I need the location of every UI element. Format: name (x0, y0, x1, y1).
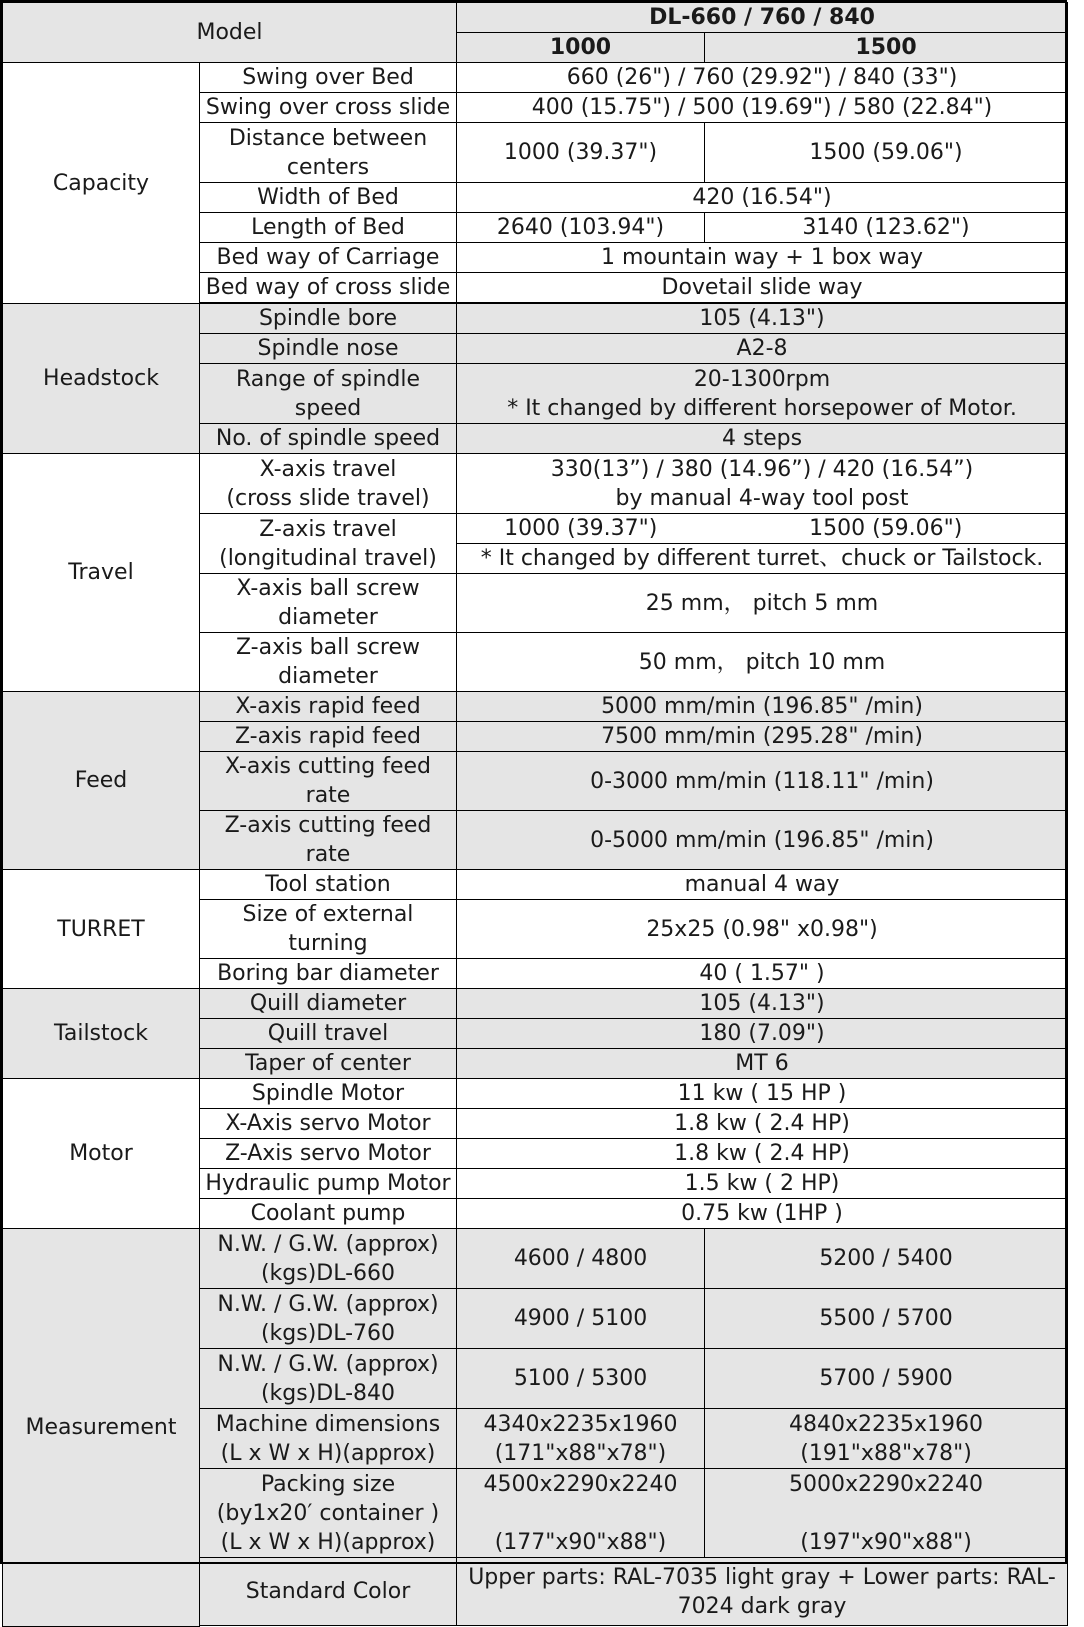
label-line: Machine dimensions (215, 1411, 441, 1437)
spec-value: 1.8 kw ( 2.4 HP) (457, 1109, 1068, 1139)
category-travel: Travel (3, 454, 200, 692)
spec-value (457, 364, 1068, 424)
label-line: Z-axis travel (259, 516, 397, 542)
label-line: centers (286, 154, 370, 180)
spec-label (200, 1349, 457, 1409)
label-line: (kgs)DL-660 (260, 1260, 396, 1286)
spec-value-1500: 5700 / 5900 (705, 1349, 1068, 1409)
spec-value: 0-5000 mm/min (196.85" /min) (457, 811, 1068, 870)
category-capacity: Capacity (3, 63, 200, 304)
spec-label: Swing over Bed (200, 63, 457, 93)
spec-value-1000 (457, 1409, 705, 1469)
spec-value-1000: 4600 / 4800 (457, 1229, 705, 1289)
label-line: speed (294, 395, 362, 421)
spec-value: 1 mountain way + 1 box way (457, 243, 1068, 273)
spec-label: Z-axis rapid feed (200, 722, 457, 752)
spec-value: Dovetail slide way (457, 273, 1068, 303)
label-line: (L x W x H)(approx) (220, 1529, 436, 1555)
spec-label: Tool station (200, 870, 457, 900)
model-label: Model (3, 3, 457, 63)
spec-label: Z-Axis servo Motor (200, 1139, 457, 1169)
spec-value: 7500 mm/min (295.28" /min) (457, 722, 1068, 752)
category-motor: Motor (3, 1079, 200, 1229)
value-line: by manual 4-way tool post (615, 485, 909, 511)
spec-label: X-axis rapid feed (200, 692, 457, 722)
spec-value: 105 (4.13") (457, 989, 1068, 1019)
category-headstock: Headstock (3, 304, 200, 454)
spec-value (457, 1558, 1068, 1626)
value-line: (177"x90"x88") (494, 1529, 667, 1555)
spec-value: 40 ( 1.57" ) (457, 959, 1068, 989)
spec-value-1500: 1500 (59.06") (705, 514, 1068, 544)
category-measurement: Measurement (3, 1229, 200, 1627)
label-line: N.W. / G.W. (approx) (217, 1291, 439, 1317)
spec-value: 660 (26") / 760 (29.92") / 840 (33") (457, 63, 1068, 93)
spec-value: 180 (7.09") (457, 1019, 1068, 1049)
value-line: * It changed by different horsepower of Motor. (507, 395, 1017, 421)
spec-value: 25 mm， pitch 5 mm (457, 574, 1068, 633)
spec-label (200, 1469, 457, 1558)
value-line: (171"x88"x78") (494, 1440, 667, 1466)
spec-value-1500 (705, 1469, 1068, 1558)
label-line: X-axis travel (259, 456, 397, 482)
spec-label: Hydraulic pump Motor (200, 1169, 457, 1199)
category-tailstock: Tailstock (3, 989, 200, 1079)
value-line: Upper parts: RAL-7035 light gray + Lower parts: RAL- (468, 1564, 1056, 1590)
value-line: 5000x2290x2240 (789, 1471, 984, 1497)
value-line: (191"x88"x78") (800, 1440, 972, 1466)
spec-value: 5000 mm/min (196.85" /min) (457, 692, 1068, 722)
label-line: Packing size (260, 1471, 396, 1497)
spec-value: 105 (4.13") (457, 304, 1068, 334)
value-line: (197"x90"x88") (800, 1529, 972, 1555)
spec-label (200, 1409, 457, 1469)
label-line: diameter (278, 664, 378, 689)
spec-label: Quill travel (200, 1019, 457, 1049)
spec-label: Spindle nose (200, 334, 457, 364)
spec-value: 1.8 kw ( 2.4 HP) (457, 1139, 1068, 1169)
spec-value: A2-8 (457, 334, 1068, 364)
spec-value-1000: 5100 / 5300 (457, 1349, 705, 1409)
spec-value-1000: 2640 (103.94") (457, 213, 705, 243)
model-name: DL-660 / 760 / 840 (457, 3, 1068, 33)
spec-label: Bed way of Carriage (200, 243, 457, 273)
spec-value: 0-3000 mm/min (118.11" /min) (457, 752, 1068, 811)
spec-label: Quill diameter (200, 989, 457, 1019)
spec-value-1500: 5200 / 5400 (705, 1229, 1068, 1289)
label-line: (kgs)DL-840 (260, 1380, 396, 1406)
label-line: (cross slide travel) (226, 485, 430, 511)
label-line: (by1x20′ container ) (216, 1500, 440, 1526)
spec-label (200, 633, 457, 692)
spec-value-1500 (705, 1409, 1068, 1469)
value-line: 7024 dark gray (677, 1593, 847, 1619)
spec-label: Standard Color (200, 1558, 457, 1626)
length-1500-header: 1500 (705, 33, 1068, 63)
spec-value (457, 454, 1068, 514)
category-feed: Feed (3, 692, 200, 870)
spec-value-1000 (457, 1469, 705, 1558)
spec-value: 11 kw ( 15 HP ) (457, 1079, 1068, 1109)
label-line: X-axis ball screw (236, 576, 420, 601)
spec-label: Coolant pump (200, 1199, 457, 1229)
spec-label (200, 123, 457, 183)
spec-value-1500: 1500 (59.06") (705, 123, 1068, 183)
spec-note: * It changed by different turret、chuck or Tailstock. (457, 544, 1068, 574)
spec-value: 0.75 kw (1HP ) (457, 1199, 1068, 1229)
spec-value: 50 mm， pitch 10 mm (457, 633, 1068, 692)
spec-label: Spindle bore (200, 304, 457, 334)
spec-value-1000: 1000 (39.37") (457, 514, 705, 544)
spec-label: No. of spindle speed (200, 424, 457, 454)
spec-label: Boring bar diameter (200, 959, 457, 989)
spec-value: MT 6 (457, 1049, 1068, 1079)
label-line: Z-axis ball screw (235, 635, 420, 660)
spec-label (200, 454, 457, 514)
spec-label (200, 1229, 457, 1289)
spec-value: 400 (15.75") / 500 (19.69") / 580 (22.84") (457, 93, 1068, 123)
spec-label: Taper of center (200, 1049, 457, 1079)
label-line: Range of spindle (235, 366, 420, 392)
spec-label (200, 574, 457, 633)
spec-value: 25x25 (0.98" x0.98") (457, 900, 1068, 959)
spec-label (200, 1289, 457, 1349)
spec-value: manual 4 way (457, 870, 1068, 900)
value-line: 4500x2290x2240 (483, 1471, 678, 1497)
label-line: (L x W x H)(approx) (220, 1440, 436, 1466)
label-line: diameter (278, 605, 378, 630)
value-line: 4840x2235x1960 (789, 1411, 984, 1437)
spec-label (200, 364, 457, 424)
spec-value: 420 (16.54") (457, 183, 1068, 213)
value-line: 20-1300rpm (693, 366, 831, 392)
length-1000-header: 1000 (457, 33, 705, 63)
spec-label: Bed way of cross slide (200, 273, 457, 303)
spec-value-1000: 1000 (39.37") (457, 123, 705, 183)
spec-label: Z-axis cutting feed rate (200, 811, 457, 870)
spec-label: Size of external turning (200, 900, 457, 959)
spec-label: Width of Bed (200, 183, 457, 213)
category-turret: TURRET (3, 870, 200, 989)
label-line: Distance between (228, 125, 428, 151)
value-line: 330(13”) / 380 (14.96”) / 420 (16.54”) (550, 456, 974, 482)
spec-label: X-Axis servo Motor (200, 1109, 457, 1139)
spec-value: 4 steps (457, 424, 1068, 454)
label-line: N.W. / G.W. (approx) (217, 1231, 439, 1257)
spec-label: Spindle Motor (200, 1079, 457, 1109)
spec-value-1500: 5500 / 5700 (705, 1289, 1068, 1349)
label-line: (longitudinal travel) (219, 545, 437, 571)
spec-label: Length of Bed (200, 213, 457, 243)
spec-table (2, 2, 1068, 1627)
label-line: (kgs)DL-760 (260, 1320, 396, 1346)
spec-label (200, 514, 457, 574)
spec-value-1000: 4900 / 5100 (457, 1289, 705, 1349)
spec-value-1500: 3140 (123.62") (705, 213, 1068, 243)
value-line: 4340x2235x1960 (483, 1411, 678, 1437)
label-line: N.W. / G.W. (approx) (217, 1351, 439, 1377)
spec-value: 1.5 kw ( 2 HP) (457, 1169, 1068, 1199)
spec-label: Swing over cross slide (200, 93, 457, 123)
spec-label: X-axis cutting feed rate (200, 752, 457, 811)
